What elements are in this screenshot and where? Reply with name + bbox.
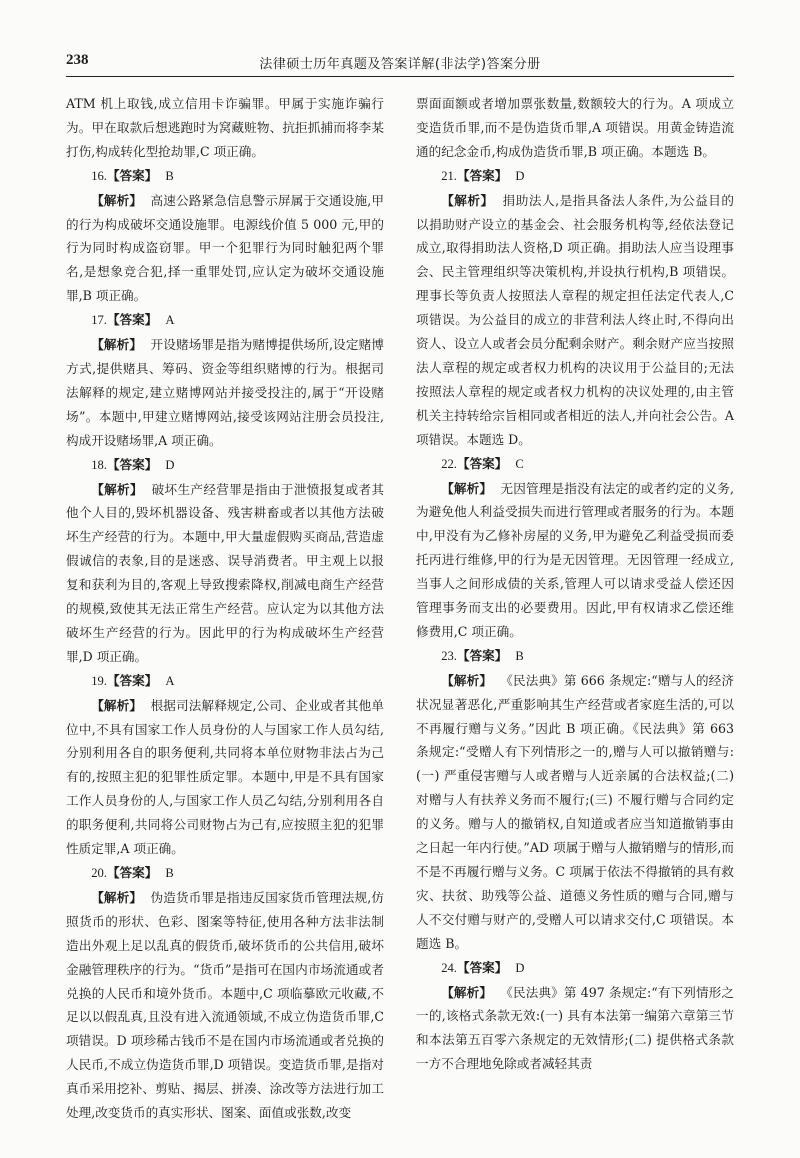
analysis-text: 《民法典》第 497 条规定:“有下列情形之一的,该格式条款无效:(一) 具有本法第一编第六章第三节和本法第五百零六条规定的无效情形;(二) 提供格式条款一方不合理地免除或者减轻其责 (416, 984, 734, 1072)
analysis-label: 【解析】 (91, 697, 143, 713)
analysis-18 (66, 478, 384, 669)
answer-line-21 (416, 164, 734, 189)
question-number: 23. (441, 648, 457, 663)
question-number: 19. (91, 673, 107, 688)
answer-label: 【答案】 (106, 672, 158, 688)
analysis-16 (66, 189, 384, 309)
right-column (416, 92, 734, 1076)
question-number: 21. (441, 168, 457, 183)
question-number: 18. (91, 457, 107, 472)
running-title: 法律硕士历年真题及答案详解(非法学)答案分册 (259, 57, 541, 72)
analysis-text: 开设赌场罪是指为赌博提供场所,设定赌博方式,提供赌具、筹码、资金等组织赌博的行为。根据司法解释的规定,建立赌博网站并接受投注的,属于“开设赌场”。本题中,甲建立赌博网站,接受该网站注册会员投注,构成开设赌场罪,A 项正确。 (66, 337, 384, 448)
answer-label: 【答案】 (106, 865, 158, 880)
question-number: 20. (91, 866, 107, 880)
analysis-label: 【解析】 (441, 480, 493, 496)
analysis-23 (416, 669, 734, 956)
answer-line-18 (66, 453, 384, 478)
answer-value: D (515, 168, 525, 183)
analysis-label: 【解析】 (91, 889, 143, 905)
answer-value: B (165, 866, 174, 880)
analysis-label: 【解析】 (441, 984, 493, 1000)
question-number: 24. (441, 960, 457, 975)
page-header (66, 50, 734, 77)
analysis-text: 破坏生产经营罪是指由于泄愤报复或者其他个人目的,毁坏机器设备、残害耕畜或者以其他方法破坏生产经营的行为。本题中,甲大量虚假购买商品,营造虚假诚信的表象,目的是迷惑、误导消费者。甲主观上以报复和获利为目的,客观上导致搜索降权,削减电商生产经营的规模,致使其无法正常生产经营。应认定为以其他方法破坏生产经营的行为。因此甲的行为构成破坏生产经营罪,D 项正确。 (66, 481, 385, 664)
analysis-label: 【解析】 (441, 192, 494, 208)
continued-paragraph: 票面面额或者增加票张数量,数额较大的行为。A 项成立变造货币罪,而不是伪造货币罪,A 项错误。用黄金铸造流通的纪念金币,构成伪造货币罪,B 项正确。本题选 B。 (416, 96, 734, 159)
answer-line-23 (416, 644, 734, 669)
answer-label: 【答案】 (456, 455, 508, 471)
analysis-label: 【解析】 (441, 672, 493, 688)
answer-line-20 (66, 861, 384, 886)
continued-paragraph: ATM 机上取钱,成立信用卡诈骗罪。甲属于实施诈骗行为。甲在取款后想逃跑时为窝藏赃物、抗拒抓捕而将李某打伤,构成转化型抢劫罪,C 项正确。 (66, 96, 384, 159)
question-number: 17. (91, 313, 107, 328)
analysis-24 (416, 981, 734, 1077)
analysis-text: 高速公路紧急信息警示屏属于交通设施,甲的行为构成破坏交通设施罪。电源线价值 5 000 元,甲的行为同时构成盗窃罪。甲一个犯罪行为同时触犯两个罪名,是想象竞合犯,择一重罪处罚,应认定为破坏交通设施罪,B 项正确。 (66, 192, 384, 304)
analysis-20 (66, 886, 384, 1125)
analysis-21 (416, 189, 734, 452)
answer-label: 【答案】 (456, 959, 508, 975)
left-column (66, 92, 384, 1125)
answer-label: 【答案】 (106, 167, 158, 183)
answer-label: 【答案】 (106, 312, 158, 328)
answer-line-22 (416, 452, 734, 477)
answer-line-16 (66, 164, 384, 189)
analysis-17 (66, 333, 384, 453)
analysis-text: 《民法典》第 666 条规定:“赠与人的经济状况显著恶化,严重影响其生产经营或者家庭生活的,可以不再履行赠与义务。”因此 B 项正确。《民法典》第 663 条规定:“受赠人有下列情形之一的,赠与人可以撤销赠与:(一) 严重侵害赠与人或者赠与人近亲属的合法权益;(二) 对赠与人有扶养义务而不履行;(三) 不履行赠与合同约定的义务。赠与人的撤销权,自知道或者应当知道撤销事由之日起一年内行使。”AD 项属于赠与人撤销赠与的情形,而不是不再履行赠与义务。C 项属于依法不得撤销的具有救灾、扶贫、助残等公益、道德义务性质的赠与合同,赠与人不交付赠与财产的,受赠人可以请求交付,C 项错误。本题选 B。 (416, 672, 734, 951)
answer-label: 【答案】 (456, 167, 508, 183)
analysis-text: 捐助法人,是指具备法人条件,为公益目的以捐助财产设立的基金会、社会服务机构等,经依法登记成立,取得捐助法人资格,D 项正确。捐助法人应当设理事会、民主管理组织等决策机构,并设执行机构,B 项错误。理事长等负责人按照法人章程的规定担任法定代表人,C 项错误。为公益目的成立的非营利法人终止时,不得向出资人、设立人或者会员分配剩余财产。剩余财产应当按照法人章程的规定或者权力机构的决议用于公益目的;无法按照法人章程的规定或者权力机构的决议处理的,由主管机关主持转给宗旨相同或者相近的法人,并向社会公告。A 项错误。本题选 D。 (416, 192, 735, 447)
analysis-text: 无因管理是指没有法定的或者约定的义务,为避免他人利益受损失而进行管理或者服务的行为。本题中,甲没有为乙修补房屋的义务,甲为避免乙利益受损而委托丙进行维修,甲的行为是无因管理。无因管理一经成立,当事人之间形成债的关系,管理人可以请求受益人偿还因管理事务而支出的必要费用。因此,甲有权请求乙偿还维修费用,C 项正确。 (416, 480, 734, 639)
analysis-label: 【解析】 (91, 337, 143, 353)
answer-value: B (515, 648, 524, 663)
analysis-text: 伪造货币罪是指违反国家货币管理法规,仿照货币的形状、色彩、图案等特征,使用各种方法非法制造出外观上足以乱真的假货币,破坏货币的公共信用,破坏金融管理秩序的行为。“货币”是指可在国内市场流通或者兑换的人民币和境外货币。本题中,C 项临摹欧元收藏,不足以以假乱真,且没有进入流通领域,不成立伪造货币罪,C 项错误。D 项珍稀古钱币不是在国内市场流通或者兑换的人民币,不成立伪造货币罪,D 项错误。变造货币罪,是指对真币采用挖补、剪贴、揭层、拼凑、涂改等方法进行加工处理,改变货币的真实形状、图案、面值或张数,改变 (66, 889, 384, 1121)
answer-line-19 (66, 669, 384, 694)
answer-value: C (515, 456, 524, 471)
answer-label: 【答案】 (106, 456, 158, 472)
answer-value: D (515, 960, 525, 975)
question-number: 16. (91, 168, 107, 183)
answer-value: A (165, 313, 175, 328)
answer-value: B (165, 168, 174, 183)
answer-label: 【答案】 (456, 647, 508, 663)
answer-line-24 (416, 956, 734, 981)
question-number: 22. (441, 456, 457, 471)
answer-value: D (165, 457, 175, 472)
answer-value: A (165, 673, 175, 688)
analysis-text: 根据司法解释规定,公司、企业或者其他单位中,不具有国家工作人员身份的人与国家工作人员勾结,分别利用各自的职务便利,共同将本单位财物非法占为己有的,按照主犯的犯罪性质定罪。本题中,甲是不具有国家工作人员身份的人,与国家工作人员乙勾结,分别利用各自的职务便利,共同将公司财物占为己有,应按照主犯的犯罪性质定罪,A 项正确。 (66, 697, 384, 857)
analysis-22 (416, 477, 734, 644)
answer-line-17 (66, 308, 384, 333)
analysis-label: 【解析】 (91, 481, 143, 497)
page-number: 238 (66, 52, 89, 68)
analysis-19 (66, 694, 384, 861)
analysis-label: 【解析】 (91, 192, 143, 208)
